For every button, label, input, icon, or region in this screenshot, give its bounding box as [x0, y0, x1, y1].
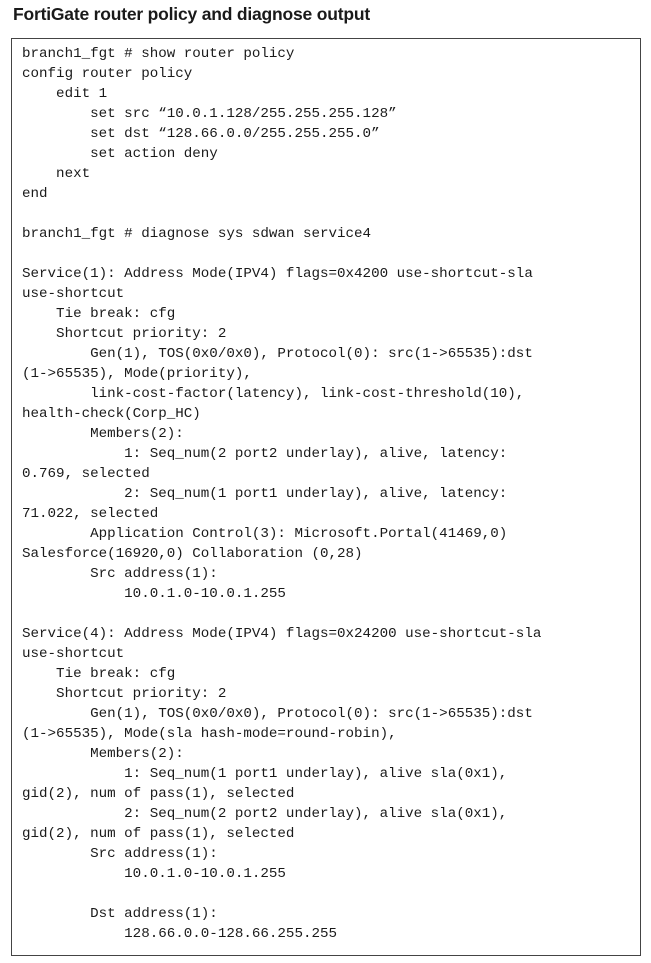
- code-line: Service(1): Address Mode(IPV4) flags=0x4200 use-shortcut-sla: [22, 266, 533, 282]
- code-line: Application Control(3): Microsoft.Portal(41469,0): [22, 526, 508, 542]
- code-line: branch1_fgt # show router policy: [22, 46, 295, 62]
- code-line: end: [22, 186, 48, 202]
- code-line: 2: Seq_num(2 port2 underlay), alive sla(0x1),: [22, 806, 508, 822]
- code-line: 10.0.1.0-10.0.1.255: [22, 866, 286, 882]
- code-line: 1: Seq_num(2 port2 underlay), alive, latency:: [22, 446, 508, 462]
- code-line: gid(2), num of pass(1), selected: [22, 826, 295, 842]
- code-line: 1: Seq_num(1 port1 underlay), alive sla(0x1),: [22, 766, 508, 782]
- code-line: [22, 884, 541, 904]
- code-line: Salesforce(16920,0) Collaboration (0,28): [22, 546, 363, 562]
- code-line: use-shortcut: [22, 646, 125, 662]
- code-line: Tie break: cfg: [22, 666, 176, 682]
- code-line: branch1_fgt # diagnose sys sdwan service4: [22, 226, 372, 242]
- code-line: Src address(1):: [22, 846, 218, 862]
- code-line: set dst “128.66.0.0/255.255.255.0”: [22, 126, 380, 142]
- code-line: next: [22, 166, 91, 182]
- code-line: (1->65535), Mode(priority),: [22, 366, 252, 382]
- code-line: 128.66.0.0-128.66.255.255: [22, 926, 338, 942]
- code-line: [22, 604, 541, 624]
- code-line: 0.769, selected: [22, 466, 150, 482]
- code-line: Tie break: cfg: [22, 306, 176, 322]
- code-line: Members(2):: [22, 426, 184, 442]
- code-line: set action deny: [22, 146, 218, 162]
- code-line: Service(4): Address Mode(IPV4) flags=0x24200 use-shortcut-sla: [22, 626, 542, 642]
- code-line: [22, 204, 541, 224]
- code-line: link-cost-factor(latency), link-cost-threshold(10),: [22, 386, 525, 402]
- code-line: set src “10.0.1.128/255.255.255.128”: [22, 106, 397, 122]
- code-line: Shortcut priority: 2: [22, 326, 227, 342]
- code-line: [22, 244, 541, 264]
- code-line: (1->65535), Mode(sla hash-mode=round-robin),: [22, 726, 397, 742]
- code-line: Shortcut priority: 2: [22, 686, 227, 702]
- code-line: Gen(1), TOS(0x0/0x0), Protocol(0): src(1->65535):dst: [22, 346, 533, 362]
- code-line: 71.022, selected: [22, 506, 159, 522]
- code-line: config router policy: [22, 66, 193, 82]
- document-title: FortiGate router policy and diagnose output: [13, 4, 370, 24]
- code-line: health-check(Corp_HC): [22, 406, 201, 422]
- code-line: Gen(1), TOS(0x0/0x0), Protocol(0): src(1->65535):dst: [22, 706, 533, 722]
- code-line: Members(2):: [22, 746, 184, 762]
- code-line: edit 1: [22, 86, 108, 102]
- code-line: gid(2), num of pass(1), selected: [22, 786, 295, 802]
- code-line: 2: Seq_num(1 port1 underlay), alive, latency:: [22, 486, 508, 502]
- code-line: Dst address(1):: [22, 906, 218, 922]
- cli-output: [22, 44, 541, 944]
- code-line: Src address(1):: [22, 566, 218, 582]
- code-line: 10.0.1.0-10.0.1.255: [22, 586, 286, 602]
- code-line: use-shortcut: [22, 286, 125, 302]
